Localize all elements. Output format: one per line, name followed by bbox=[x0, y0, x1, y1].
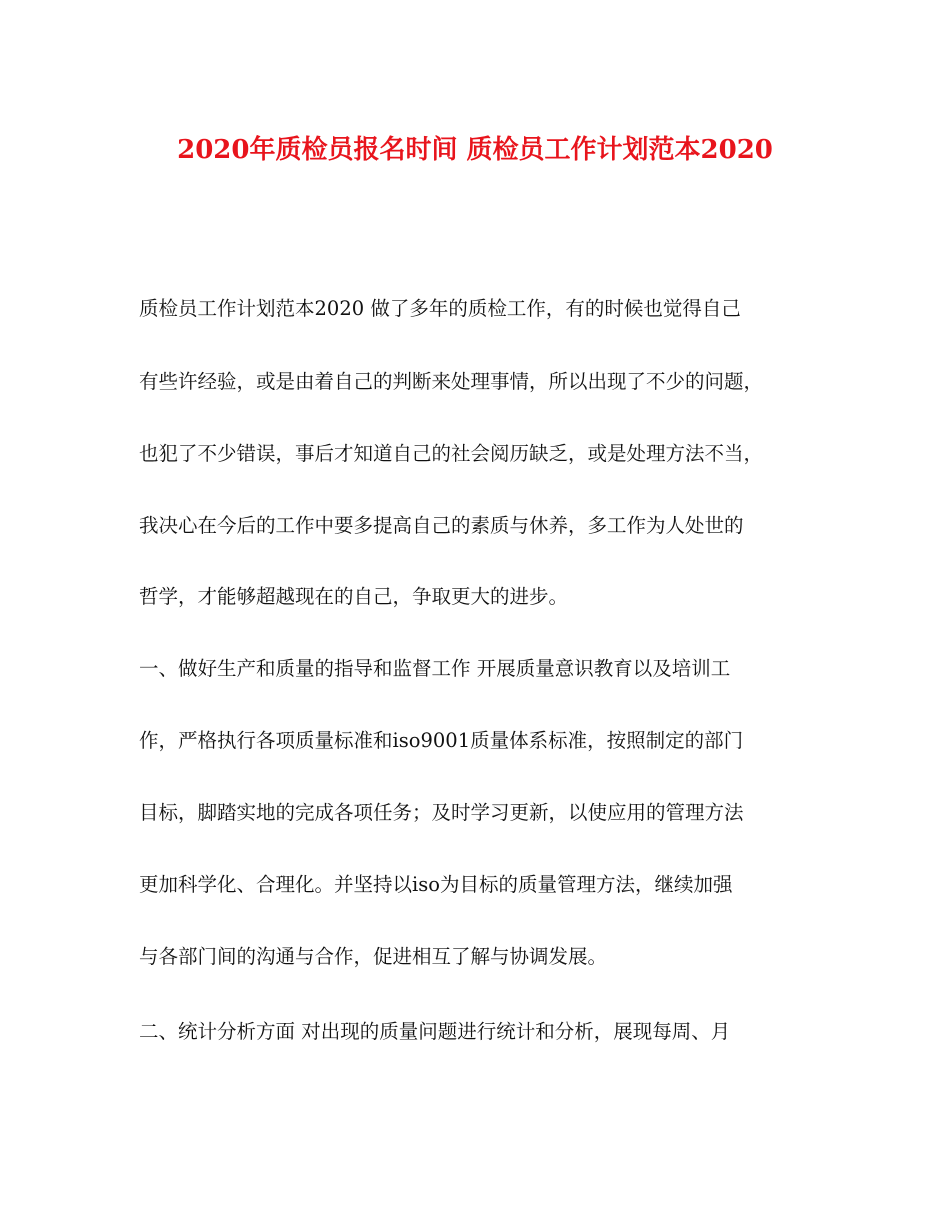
body-line: 目标，脚踏实地的完成各项任务；及时学习更新，以使应用的管理方法 bbox=[139, 801, 744, 824]
body-line: 也犯了不少错误，事后才知道自己的社会阅历缺乏，或是处理方法不当， bbox=[139, 442, 764, 465]
body-line: 作，严格执行各项质量标准和iso9001质量体系标准，按照制定的部门 bbox=[139, 729, 744, 752]
section-heading-line: 一、做好生产和质量的指导和监督工作 开展质量意识教育以及培训工 bbox=[139, 657, 731, 680]
section-heading-line: 二、统计分析方面 对出现的质量问题进行统计和分析，展现每周、月 bbox=[139, 1020, 731, 1043]
body-line: 质检员工作计划范本2020 做了多年的质检工作，有的时候也觉得自己 bbox=[139, 297, 741, 320]
body-line: 我决心在今后的工作中要多提高自己的素质与休养，多工作为人处世的 bbox=[139, 514, 744, 537]
body-line: 哲学，才能够超越现在的自己，争取更大的进步。 bbox=[139, 585, 569, 608]
body-line: 更加科学化、合理化。并坚持以iso为目标的质量管理方法，继续加强 bbox=[139, 873, 733, 896]
body-line: 与各部门间的沟通与合作，促进相互了解与协调发展。 bbox=[139, 945, 608, 968]
document-title: 2020年质检员报名时间 质检员工作计划范本2020 bbox=[177, 135, 773, 165]
body-line: 有些许经验，或是由着自己的判断来处理事情，所以出现了不少的问题， bbox=[139, 370, 764, 393]
